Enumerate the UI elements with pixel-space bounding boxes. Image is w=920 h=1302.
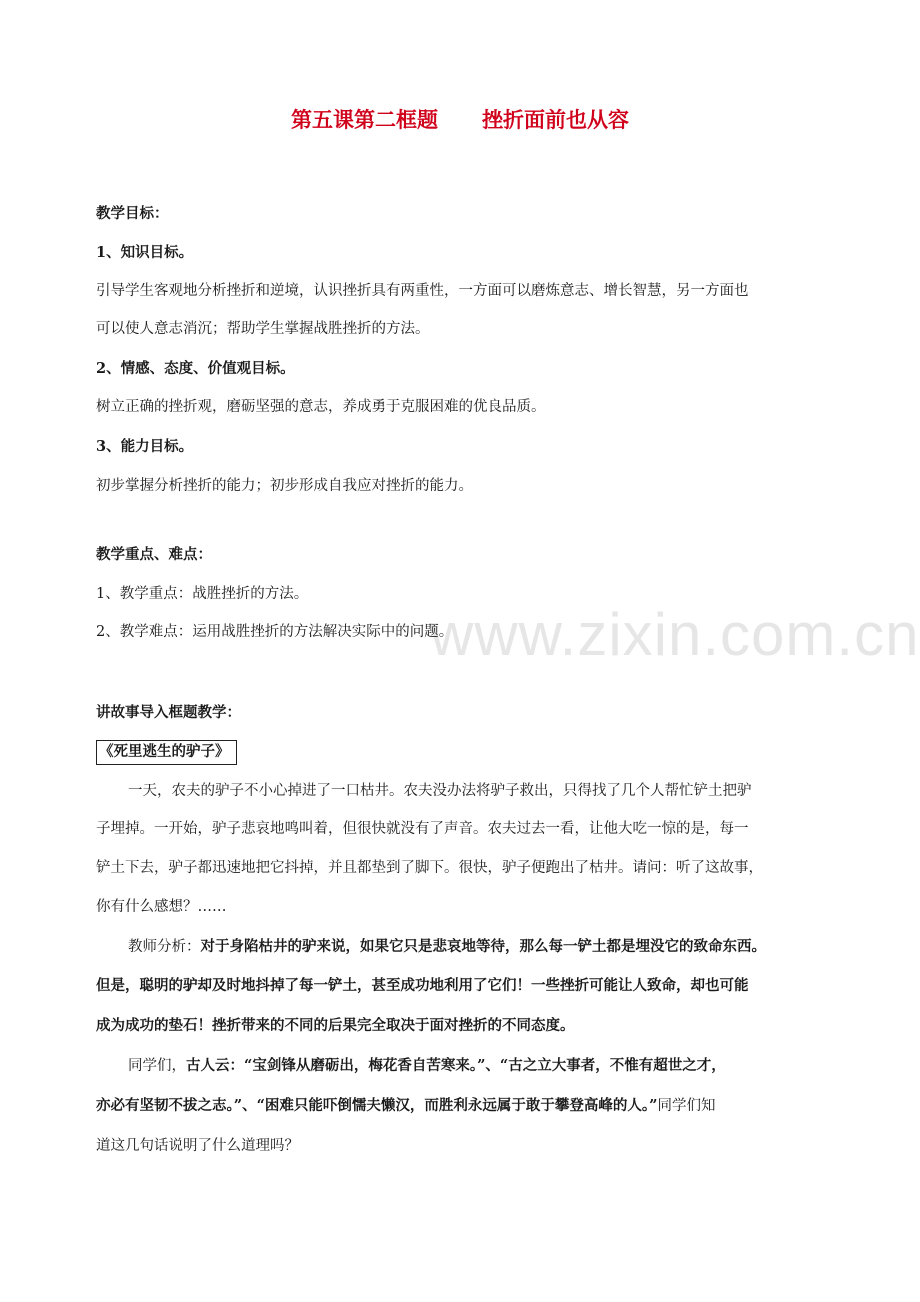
knowledge-goal-heading: 1、知识目标。 xyxy=(96,244,194,261)
focus-key-point: 1、教学重点：战胜挫折的方法。 xyxy=(96,586,309,602)
quote-line-1 xyxy=(128,1056,726,1076)
ability-goal-heading: 3、能力目标。 xyxy=(96,438,194,455)
story-line-2: 子埋掉。一开始，驴子悲哀地鸣叫着，但很快就没有了声音。农夫过去一看，让他大吃一惊的是，每一 xyxy=(96,821,749,837)
quote-suffix: 同学们知 xyxy=(657,1098,716,1114)
ability-goal-line: 初步掌握分析挫折的能力；初步形成自我应对挫折的能力。 xyxy=(96,478,473,494)
teacher-analysis-text: 对于身陷枯井的驴来说，如果它只是悲哀地等待，那么每一铲土都是埋没它的致命东西。 xyxy=(200,938,766,955)
title-lesson: 第五课第二框题 xyxy=(291,107,438,132)
emotion-goal-heading: 2、情感、态度、价值观目标。 xyxy=(96,360,295,377)
title-topic: 挫折面前也从容 xyxy=(482,107,629,132)
story-heading: 讲故事导入框题教学： xyxy=(96,704,241,721)
teacher-analysis-label: 教师分析： xyxy=(128,939,201,955)
quote-text-1: 古人云：“宝剑锋从磨砺出，梅花香自苦寒来。”、“古之立大事者，不惟有超世之才， xyxy=(186,1057,726,1074)
emotion-goal-line: 树立正确的挫折观，磨砺坚强的意志，养成勇于克服困难的优良品质。 xyxy=(96,399,546,415)
quote-prefix: 同学们， xyxy=(128,1058,186,1074)
quote-line-2 xyxy=(96,1096,716,1116)
focus-heading: 教学重点、难点： xyxy=(96,546,212,563)
teacher-analysis-line-1 xyxy=(128,937,766,957)
quote-text-2: 亦必有坚韧不拔之志。”、“困难只能吓倒懦夫懒汉，而胜利永远属于敢于攀登高峰的人。” xyxy=(96,1097,658,1114)
story-title-box: 《死里逃生的驴子》 xyxy=(96,740,237,765)
story-line-1: 一天，农夫的驴子不小心掉进了一口枯井。农夫没办法将驴子救出，只得找了几个人帮忙铲土把驴 xyxy=(128,783,752,799)
objectives-heading: 教学目标： xyxy=(96,205,169,222)
story-line-4: 你有什么感想？…… xyxy=(96,899,227,915)
story-line-3: 铲土下去，驴子都迅速地把它抖掉，并且都垫到了脚下。很快，驴子便跑出了枯井。请问：听了这故事， xyxy=(96,860,763,876)
teacher-analysis-line-2: 但是，聪明的驴却及时地抖掉了每一铲土，甚至成功地利用了它们！一些挫折可能让人致命，却也可能 xyxy=(96,977,749,994)
quote-line-3: 道这几句话说明了什么道理吗？ xyxy=(96,1138,299,1154)
knowledge-goal-line-1: 引导学生客观地分析挫折和逆境，认识挫折具有两重性，一方面可以磨炼意志、增长智慧，另一方面也 xyxy=(96,283,749,299)
page-title xyxy=(0,104,920,134)
watermark: www.zixin.com.cn xyxy=(430,601,920,668)
focus-difficult-point: 2、教学难点：运用战胜挫折的方法解决实际中的问题。 xyxy=(96,624,454,640)
knowledge-goal-line-2: 可以使人意志消沉；帮助学生掌握战胜挫折的方法。 xyxy=(96,321,430,337)
teacher-analysis-line-3: 成为成功的垫石！挫折带来的不同的后果完全取决于面对挫折的不同态度。 xyxy=(96,1017,575,1034)
